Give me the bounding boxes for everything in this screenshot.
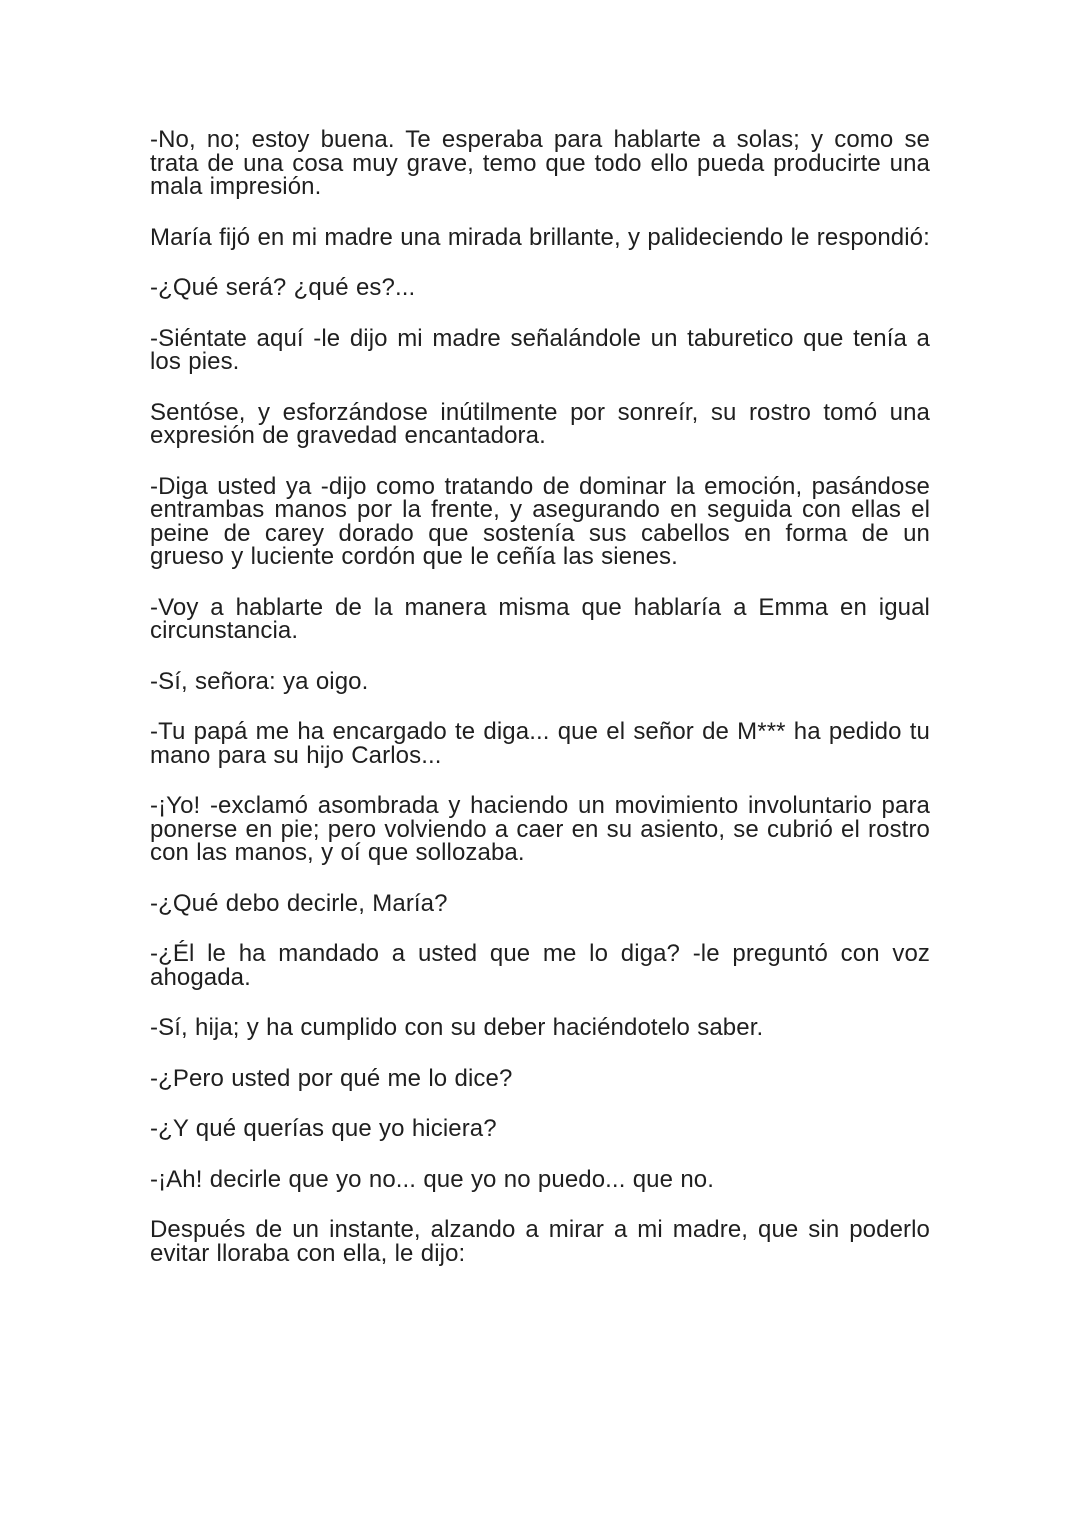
paragraph: -Diga usted ya -dijo como tratando de dominar la emoción, pasándose entrambas manos por la frente, y asegurando en seguida con ellas el peine de carey dorado que sostenía sus cabellos en forma de un grueso y luciente cordón que le ceñía las sienes. [150,472,930,570]
paragraph: Sentóse, y esforzándose inútilmente por sonreír, su rostro tomó una expresión de gravedad encantadora. [150,398,930,449]
paragraph: -Sí, señora: ya oigo. [150,667,369,695]
paragraph: Después de un instante, alzando a mirar a mi madre, que sin poderlo evitar lloraba con ella, le dijo: [150,1216,930,1267]
paragraph: María fijó en mi madre una mirada brillante, y palideciendo le respondió: [150,223,930,251]
paragraph: -¿Él le ha mandado a usted que me lo diga? -le preguntó con voz ahogada. [150,940,930,991]
document-text [150,128,930,1265]
paragraph: -Sí, hija; y ha cumplido con su deber haciéndotelo saber. [150,1014,764,1041]
paragraph: -Voy a hablarte de la manera misma que hablaría a Emma en igual circunstancia. [150,593,930,644]
paragraph: -¡Ah! decirle que yo no... que yo no puedo... que no. [150,1165,715,1193]
paragraph: -¿Qué debo decirle, María? [150,889,448,917]
paragraph: -Tu papá me ha encargado te diga... que el señor de M*** ha pedido tu mano para su hijo Carlos... [150,718,930,769]
paragraph: -No, no; estoy buena. Te esperaba para hablarte a solas; y como se trata de una cosa muy grave, temo que todo ello pueda producirte una mala impresión. [150,126,930,200]
paragraph: -¿Y qué querías que yo hiciera? [150,1115,497,1142]
paragraph: -¿Qué será? ¿qué es?... [150,274,416,301]
paragraph: -¿Pero usted por qué me lo dice? [150,1064,513,1092]
paragraph: -¡Yo! -exclamó asombrada y haciendo un movimiento involuntario para ponerse en pie; pero volviendo a caer en su asiento, se cubrió el rostro con las manos, y oí que sollozaba. [150,792,930,866]
paragraph: -Siéntate aquí -le dijo mi madre señalándole un taburetico que tenía a los pies. [150,324,930,375]
